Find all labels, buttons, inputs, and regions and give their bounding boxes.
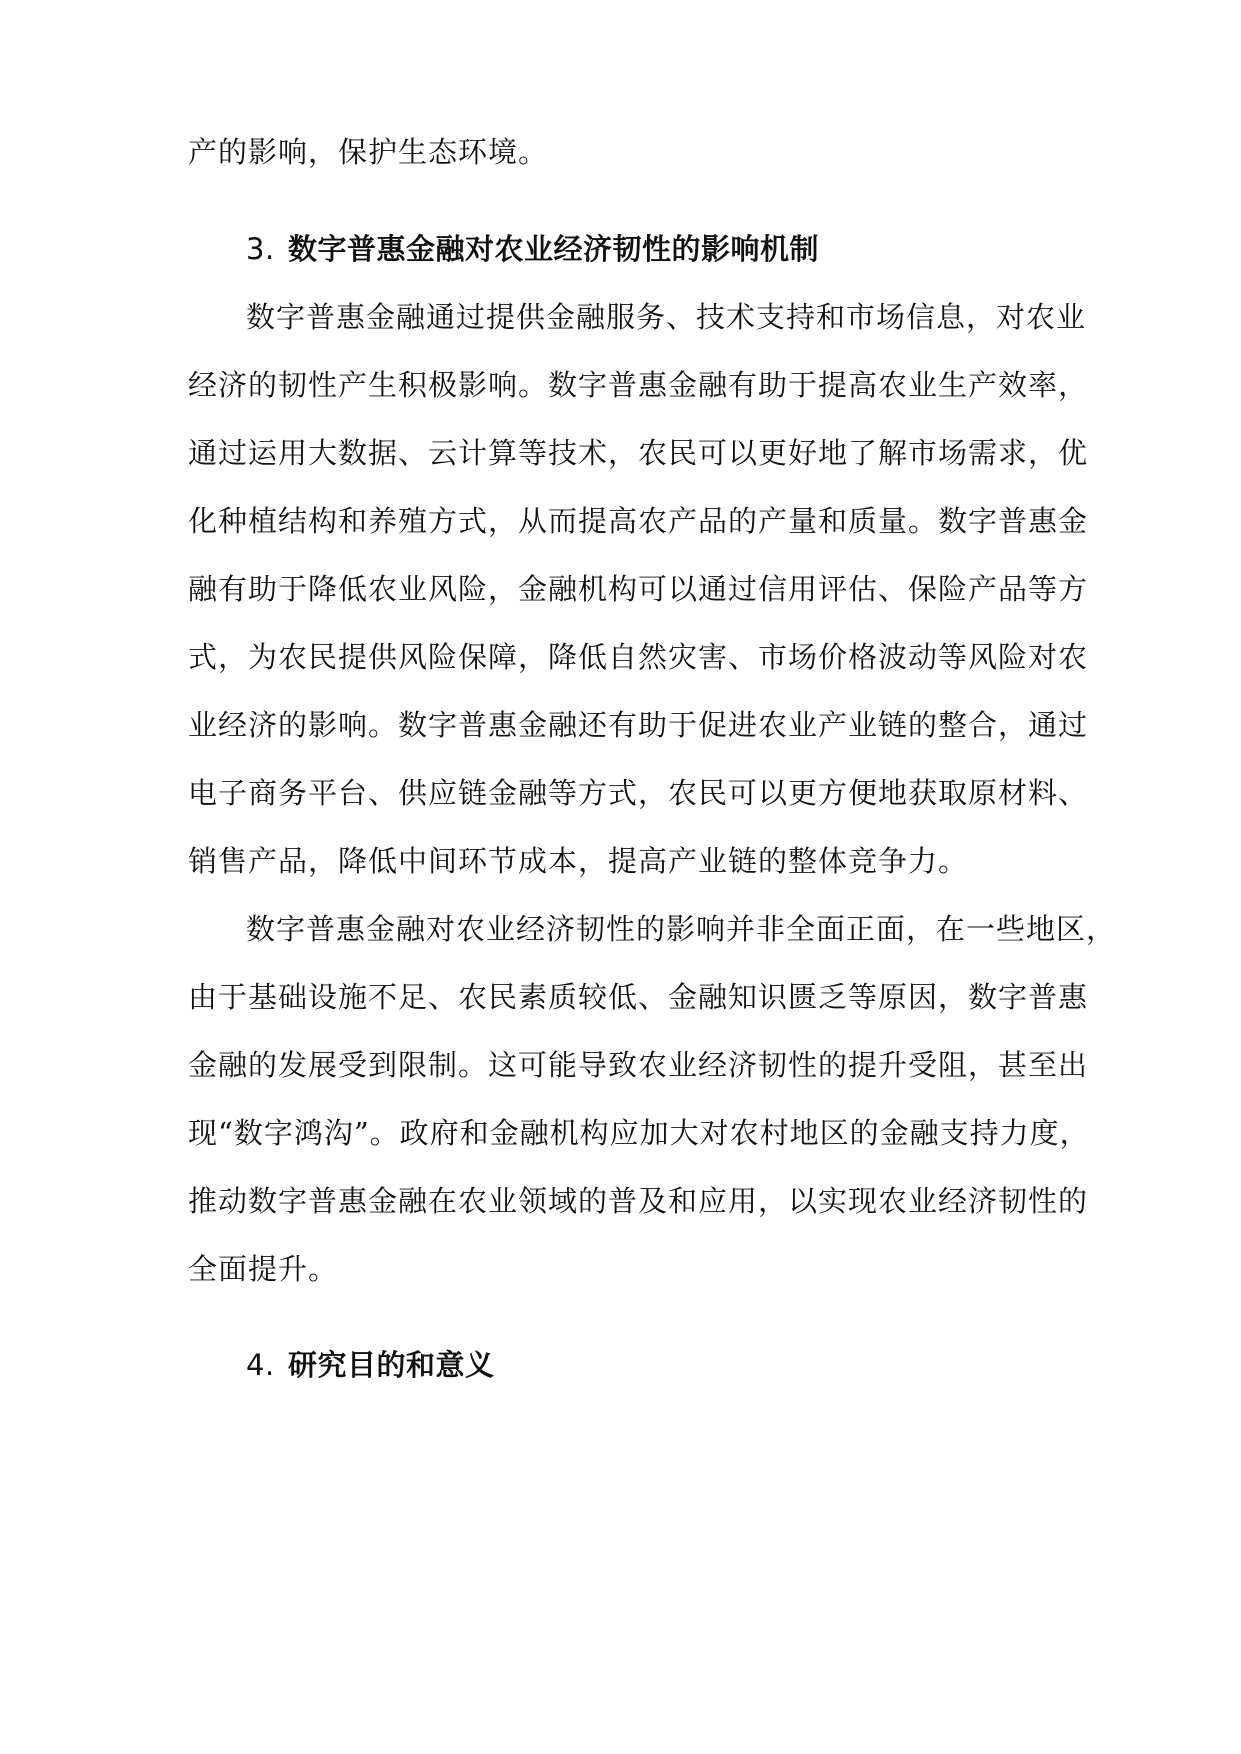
section-4-number: 4. — [246, 1348, 275, 1382]
paragraph-line: 数字普惠金融通过提供金融服务、技术支持和市场信息，对农业 — [246, 300, 1087, 334]
paragraph-line: 化种植结构和养殖方式，从而提高农产品的产量和质量。数字普惠金 — [188, 504, 1089, 538]
paragraph-line: 推动数字普惠金融在农业领域的普及和应用，以实现农业经济韧性的 — [188, 1184, 1089, 1218]
intro-tail-line: 产的影响，保护生态环境。 — [188, 135, 549, 169]
paragraph-line: 由于基础设施不足、农民素质较低、金融知识匮乏等原因，数字普惠 — [188, 980, 1089, 1014]
section-3-heading — [246, 229, 819, 269]
paragraph-line: 通过运用大数据、云计算等技术，农民可以更好地了解市场需求，优 — [188, 436, 1089, 470]
section-4-title: 研究目的和意义 — [288, 1348, 495, 1382]
paragraph-line: 业经济的影响。数字普惠金融还有助于促进农业产业链的整合，通过 — [188, 708, 1089, 742]
paragraph-line: 经济的韧性产生积极影响。数字普惠金融有助于提高农业生产效率， — [188, 368, 1089, 402]
paragraph-line: 电子商务平台、供应链金融等方式，农民可以更方便地获取原材料、 — [188, 776, 1089, 810]
paragraph-line: 销售产品，降低中间环节成本，提高产业链的整体竞争力。 — [188, 844, 969, 878]
paragraph-line: 融有助于降低农业风险，金融机构可以通过信用评估、保险产品等方 — [188, 572, 1089, 606]
paragraph-line: 金融的发展受到限制。这可能导致农业经济韧性的提升受阻，甚至出 — [188, 1048, 1089, 1082]
section-3-title: 数字普惠金融对农业经济韧性的影响机制 — [288, 232, 820, 266]
paragraph-line: 现“数字鸿沟”。政府和金融机构应加大对农村地区的金融支持力度， — [188, 1116, 1090, 1150]
section-3-number: 3. — [246, 232, 275, 266]
paragraph-line: 式，为农民提供风险保障，降低自然灾害、市场价格波动等风险对农 — [188, 640, 1089, 674]
paragraph-line: 数字普惠金融对农业经济韧性的影响并非全面正面，在一些地区， — [246, 912, 1117, 946]
paragraph-line: 全面提升。 — [188, 1252, 339, 1286]
section-4-heading — [246, 1345, 495, 1385]
